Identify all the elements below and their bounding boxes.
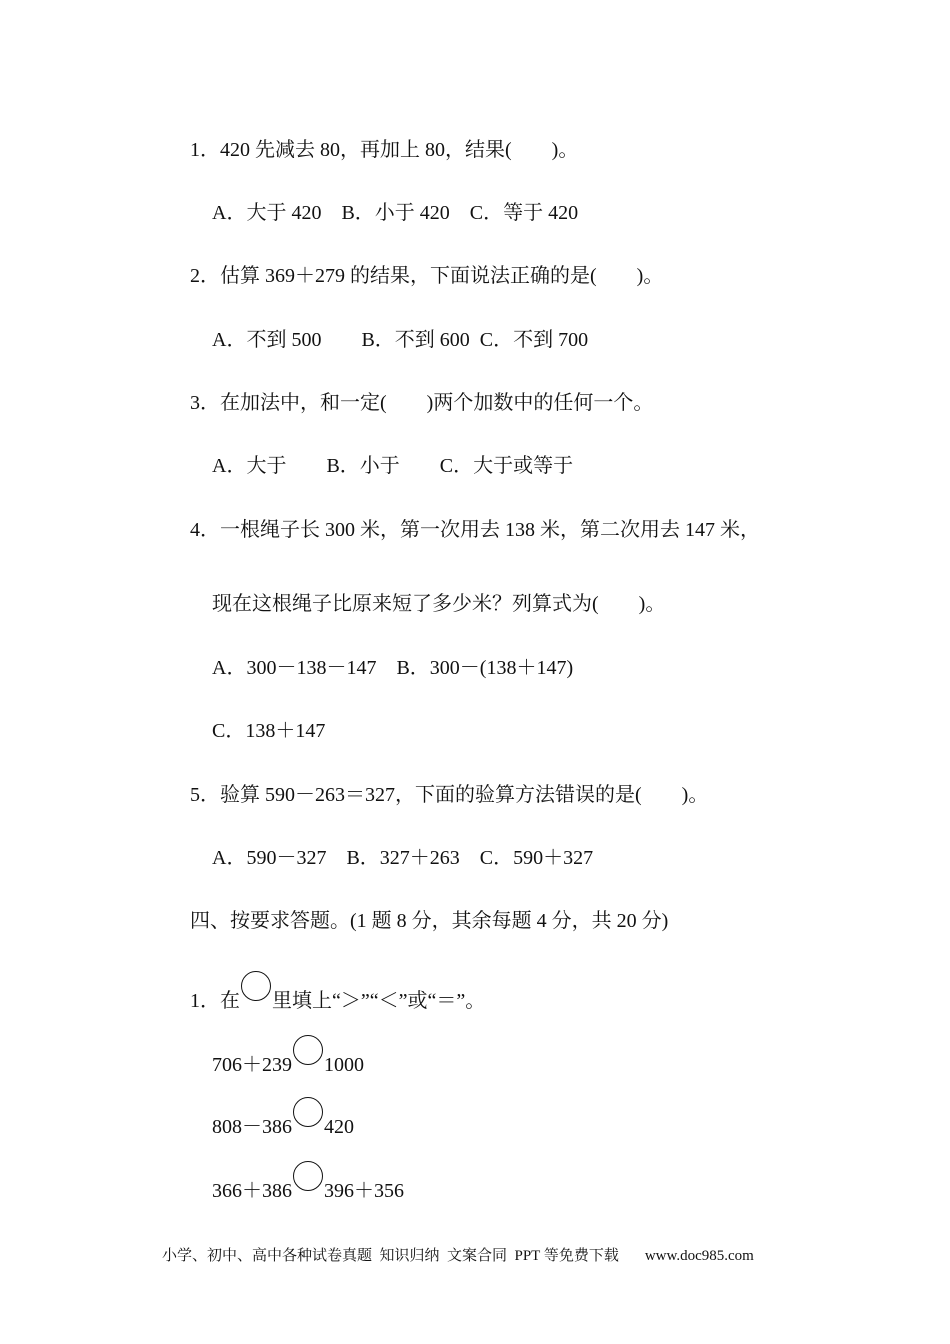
q4-options: A．300－138－147 B．300－(138＋147) (212, 657, 574, 679)
q5-stem: 5．验算 590－263＝327，下面的验算方法错误的是( )。 (190, 784, 709, 806)
comparison-right: 1000 (324, 1054, 364, 1076)
q3-options: A．大于 B．小于 C．大于或等于 (212, 455, 574, 477)
q2-options: A．不到 500 B．不到 600 C．不到 700 (212, 329, 589, 351)
comparison-left: 366＋386 (212, 1180, 292, 1202)
q1-options: A．大于 420 B．小于 420 C．等于 420 (212, 202, 579, 224)
comparison-row (212, 1035, 364, 1079)
q1-stem: 1．420 先减去 80，再加上 80，结果( )。 (190, 139, 579, 161)
comparison-right: 420 (324, 1116, 354, 1138)
comparison-row (212, 1161, 404, 1205)
q2-stem: 2．估算 369＋279 的结果，下面说法正确的是( )。 (190, 265, 664, 287)
comparison-left: 808－386 (212, 1116, 292, 1138)
answer-circle[interactable] (293, 1097, 323, 1127)
answer-circle-icon (241, 971, 271, 1001)
footer-url[interactable]: www.doc985.com (644, 1248, 754, 1264)
page-footer (162, 1244, 754, 1265)
footer-text: 小学、初中、高中各种试卷真题 知识归纳 文案合同 PPT 等免费下载 (162, 1248, 619, 1264)
answer-circle[interactable] (293, 1161, 323, 1191)
q3-stem: 3．在加法中，和一定( )两个加数中的任何一个。 (190, 392, 654, 414)
q4-stem-line2: 现在这根绳子比原来短了多少米？列算式为( )。 (212, 593, 666, 615)
comparison-row (212, 1097, 354, 1141)
q4-options-line2: C．138＋147 (212, 720, 326, 742)
q4-stem: 4．一根绳子长 300 米，第一次用去 138 米，第二次用去 147 米， (190, 519, 760, 541)
s4-q1-suffix: 里填上“＞”“＜”或“＝”。 (272, 990, 486, 1012)
s4-q1-prefix: 1．在 (190, 990, 240, 1012)
section4-title: 四、按要求答题。(1 题 8 分，其余每题 4 分，共 20 分) (190, 910, 669, 932)
comparison-right: 396＋356 (324, 1180, 404, 1202)
s4-q1-stem (190, 971, 485, 1015)
q5-options: A．590－327 B．327＋263 C．590＋327 (212, 847, 594, 869)
comparison-left: 706＋239 (212, 1054, 292, 1076)
answer-circle[interactable] (293, 1035, 323, 1065)
